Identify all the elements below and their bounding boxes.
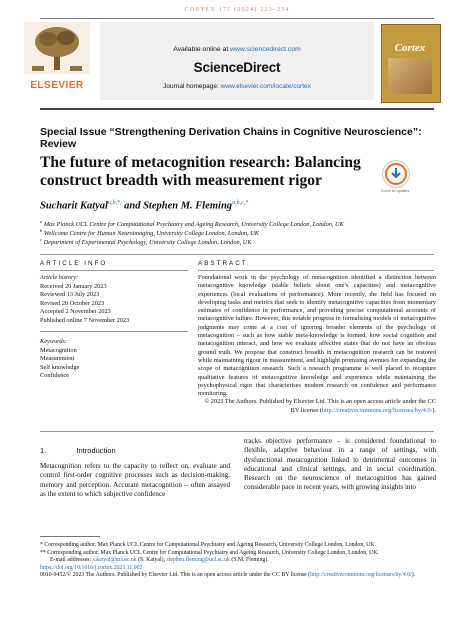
header-divider: [40, 108, 434, 110]
keyword[interactable]: Metacognition: [40, 346, 77, 354]
section-divider: [40, 254, 434, 255]
author-separator: and: [121, 200, 144, 212]
special-issue-label: Special Issue “Strengthening Derivation Chains in Cognitive Neuroscience”: Review: [40, 126, 422, 150]
issn-text: 0010-9452/© 2023 The Authors. Published by Elsevier Ltd. This is an open access article under the CC BY license (: [40, 572, 311, 578]
doi-link[interactable]: https://doi.org/10.1016/j.cortex.2023.11.002: [40, 564, 143, 571]
license-link[interactable]: http://creativecommons.org/licenses/by/4.0/: [321, 406, 433, 414]
keyword[interactable]: Confidence: [40, 372, 70, 379]
history-item: Reviewed 13 July 2023: [40, 291, 100, 298]
email-link[interactable]: stephen.fleming@ucl.ac.uk: [166, 557, 230, 563]
cover-artwork: [388, 58, 432, 94]
issn-license: [40, 572, 436, 580]
affiliation-marker: b: [40, 228, 43, 233]
footnote: * Corresponding author. Max Planck UCL Centre for Computational Psychiatry and Ageing Research, University College London, London, UK.: [40, 542, 376, 548]
available-label: Available online at: [173, 46, 229, 53]
article-info-heading: ARTICLE INFO: [40, 260, 108, 267]
affiliation-marker: c: [40, 237, 42, 242]
homepage-link[interactable]: www.elsevier.com/locate/cortex: [220, 83, 311, 90]
section-number: 1.: [40, 446, 47, 455]
info-divider: [40, 270, 188, 271]
author-name[interactable]: Sucharit Katyal: [40, 200, 108, 212]
affiliation-text: Max Planck UCL Centre for Computational Psychiatry and Ageing Research, University College London, London, UK: [43, 221, 344, 229]
history-item: Revised 20 October 2023: [40, 299, 105, 307]
email-owner: (S.M. Fleming).: [229, 557, 269, 563]
cover-title: Cortex: [394, 42, 426, 54]
affiliation: [40, 236, 440, 247]
article-title: The future of metacognition research: Balancing construct breadth with measurement rigor: [40, 154, 361, 189]
abstract-text: Foundational work in the psychology of metacognition identified a distinction between metacognitive knowledge (stable beliefs about one’s capacities) and metacognitive experiences (local evaluations of performance). More recently, the field has focused on developing tasks and metrics that seek to identify metacognitive capacities from momentary estimates of confidence in performance, and providing precise computational accounts of metacognitive failure. However, this notable progress in formalising models of metacognitive judgments may come at a cost of ignoring broader elements of the psychology of metacognition – such as how stable meta-knowledge is formed, how social cognition and metacognition interact, and how we evaluate affective states that do not have an obvious ground truth. We propose that construct breadth in metacognition research can be restored while maintaining rigour in measurement, and highlight promising avenues for expanding the scope of metacognition research. Such a research programme is well placed to recapture qualitative features of metacognitive knowledge and experience while maintaining the psychophysical rigor that characterises modern research on confidence and performance monitoring.: [198, 274, 436, 398]
history-label: Article history:: [40, 274, 79, 281]
author-affiliation-marker: a,b,*,: [107, 200, 122, 206]
section-heading: [40, 446, 116, 455]
journal-homepage: [100, 83, 374, 90]
affiliation-text: Wellcome Centre for Human Neuroimaging, University College London, London, UK: [43, 230, 259, 238]
masthead-divider: [40, 18, 434, 19]
intro-column-left: Metacognition refers to the capacity to reflect on, evaluate and control first-order cognitive processes such as decision-making, memory and perception. Accurate metacognition – often assayed as the extent to which subjective confidence: [40, 462, 230, 498]
article-info: [40, 274, 190, 381]
publisher-name: ELSEVIER: [30, 80, 84, 91]
elsevier-tree-logo: [24, 22, 90, 74]
history-item: Accepted 2 November 2023: [40, 308, 111, 315]
abstract-heading: ABSTRACT: [198, 260, 248, 267]
body-divider: [40, 431, 434, 432]
journal-citation: CORTEX 171 (2024) 223–234: [184, 6, 290, 13]
keywords-label: Keywords:: [40, 338, 68, 345]
section-title: Introduction: [76, 446, 116, 455]
platform-name: ScienceDirect: [193, 60, 281, 75]
footnotes: [40, 542, 436, 580]
footnote-divider: [40, 536, 100, 537]
abstract-divider: [198, 270, 434, 271]
check-updates-label: Check for updates: [380, 189, 410, 193]
keyword[interactable]: Self knowledge: [40, 363, 80, 371]
email-link[interactable]: s.katyal@ucl.ac.uk: [92, 557, 137, 563]
author-name[interactable]: Stephen M. Fleming: [143, 200, 233, 212]
available-online: [100, 46, 374, 53]
sciencedirect-link[interactable]: www.sciencedirect.com: [230, 46, 301, 53]
author-affiliation-marker: a,b,c,*: [232, 200, 249, 206]
history-item: Published online 7 November 2023: [40, 316, 130, 324]
abstract-license: [198, 398, 436, 415]
affiliation-marker: a: [40, 219, 43, 224]
keywords-divider: [40, 331, 188, 332]
issn-license-link[interactable]: http://creativecommons.org/licenses/by/4.0/: [310, 572, 412, 578]
history-item: Received 20 January 2023: [40, 282, 107, 290]
author-list: [40, 200, 440, 212]
email-label: E-mail addresses:: [50, 557, 92, 563]
affiliation-text: Department of Experimental Psychology, University College London, London, UK: [43, 239, 252, 247]
issn-suffix: ).: [411, 572, 416, 578]
keyword[interactable]: Measurement: [40, 355, 75, 362]
footnote-emails: [40, 557, 436, 565]
footnote: ** Corresponding author. Max Planck UCL Centre for Computational Psychiatry and Ageing Research, University College London, London, UK.: [40, 549, 379, 556]
email-owner: (S. Katyal),: [136, 557, 167, 563]
homepage-label: Journal homepage:: [163, 83, 219, 90]
intro-column-right: tracks objective performance – is considered foundational to flexible, adaptive behaviour in a range of settings, with dysfunctional metacognition linked to detrimental outcomes in educational and clinical settings, and in social coordination. Research on the neuroscience of metacognition has gained considerable pace in recent years, with growing insights into: [244, 437, 436, 492]
license-text: © 2023 The Authors. Published by Elsevier Ltd. This is an open access article under the CC BY license (: [204, 398, 436, 414]
license-suffix: ).: [432, 406, 436, 414]
abstract-body: [198, 274, 436, 415]
check-updates-icon[interactable]: [382, 160, 410, 188]
